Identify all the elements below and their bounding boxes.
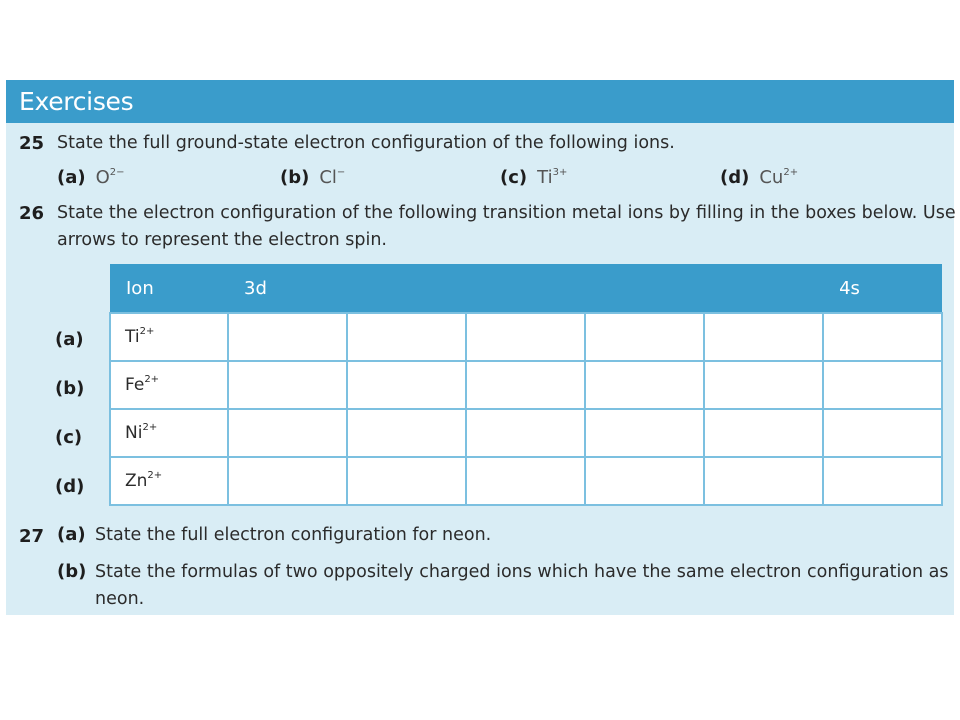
table-row: [110, 361, 942, 409]
ion-charge: 2−: [109, 167, 125, 178]
ion-symbol: O: [95, 167, 110, 188]
question-26-line-2: arrows to represent the electron spin.: [57, 230, 387, 250]
ion-charge: 2+: [147, 470, 163, 481]
header-3d: 3d: [228, 264, 823, 313]
q25-part-b: [280, 167, 345, 188]
ion-charge: −: [336, 167, 346, 178]
orbital-box-3d[interactable]: [347, 457, 466, 505]
ion-symbol: Fe: [125, 375, 145, 395]
q25-part-c: [500, 167, 567, 188]
orbital-box-3d[interactable]: [228, 409, 347, 457]
orbital-box-4s[interactable]: [823, 313, 942, 361]
orbital-box-3d[interactable]: [704, 409, 823, 457]
question-26-line-1: State the electron configuration of the following transition metal ions by filling in the boxes below. Use: [57, 203, 956, 223]
row-label-c: (c): [55, 427, 83, 448]
q27-part-b: [57, 561, 86, 582]
q27-part-b-line-2: neon.: [95, 589, 145, 609]
q27-part-a: [57, 524, 86, 545]
q27-part-b-label: (b): [57, 561, 87, 582]
ion-cell: [110, 409, 228, 457]
table-row: [110, 409, 942, 457]
q25-part-d-label: (d): [720, 167, 750, 188]
header-ion: Ion: [110, 264, 228, 313]
orbital-box-3d[interactable]: [466, 457, 585, 505]
electron-configuration-table: [109, 264, 941, 509]
ion-charge: 2+: [142, 422, 158, 433]
ion-charge: 2+: [139, 326, 155, 337]
ion-symbol: Cu: [759, 167, 784, 188]
q25-part-c-ion: [537, 167, 567, 188]
orbital-box-3d[interactable]: [228, 313, 347, 361]
ion-symbol: Cl: [319, 167, 337, 188]
header-title: Exercises: [19, 87, 134, 116]
q25-part-a-ion: [96, 167, 125, 188]
q27-part-b-line-1: State the formulas of two oppositely charged ions which have the same electron configuration as: [95, 562, 949, 582]
q25-part-a: [57, 167, 125, 188]
row-label-d: (d): [55, 476, 85, 497]
orbital-box-3d[interactable]: [704, 313, 823, 361]
orbital-box-3d[interactable]: [704, 361, 823, 409]
orbital-box-3d[interactable]: [466, 313, 585, 361]
q25-part-a-label: (a): [57, 167, 86, 188]
orbital-box-3d[interactable]: [228, 457, 347, 505]
header-4s: 4s: [823, 264, 942, 313]
orbital-box-3d[interactable]: [585, 457, 704, 505]
table-row: [110, 457, 942, 505]
ion-symbol: Ni: [125, 423, 143, 443]
q25-part-d-ion: [759, 167, 798, 188]
question-25-text: State the full ground-state electron configuration of the following ions.: [57, 133, 675, 153]
exercises-panel: [6, 80, 954, 615]
orbital-box-3d[interactable]: [347, 409, 466, 457]
ion-symbol: Ti: [537, 167, 553, 188]
q25-part-b-label: (b): [280, 167, 310, 188]
orbital-box-3d[interactable]: [466, 361, 585, 409]
ion-charge: 2+: [144, 374, 160, 385]
q27-part-a-text: State the full electron configuration for neon.: [95, 525, 492, 545]
q27-part-a-label: (a): [57, 524, 86, 545]
ion-symbol: Zn: [125, 471, 148, 491]
table-header-row: [110, 264, 942, 313]
table-row: [110, 313, 942, 361]
ion-charge: 3+: [552, 167, 568, 178]
q25-part-d: [720, 167, 798, 188]
orbital-box-3d[interactable]: [585, 313, 704, 361]
ion-cell: [110, 361, 228, 409]
row-label-b: (b): [55, 378, 85, 399]
orbital-box-3d[interactable]: [466, 409, 585, 457]
orbital-box-3d[interactable]: [347, 361, 466, 409]
ion-cell: [110, 313, 228, 361]
q25-part-b-ion: [319, 167, 345, 188]
row-label-a: (a): [55, 329, 84, 350]
question-25-number: 25: [19, 133, 45, 154]
orbital-box-3d[interactable]: [704, 457, 823, 505]
ion-symbol: Ti: [125, 327, 140, 347]
orbital-box-4s[interactable]: [823, 457, 942, 505]
question-26-number: 26: [19, 203, 45, 224]
exercises-header: [6, 80, 954, 123]
orbital-box-3d[interactable]: [585, 361, 704, 409]
ion-cell: [110, 457, 228, 505]
orbital-box-3d[interactable]: [228, 361, 347, 409]
orbital-box-3d[interactable]: [347, 313, 466, 361]
orbital-box-4s[interactable]: [823, 361, 942, 409]
orbital-box-3d[interactable]: [585, 409, 704, 457]
q25-part-c-label: (c): [500, 167, 528, 188]
orbital-box-4s[interactable]: [823, 409, 942, 457]
question-27-number: 27: [19, 526, 45, 547]
ion-charge: 2+: [783, 167, 799, 178]
